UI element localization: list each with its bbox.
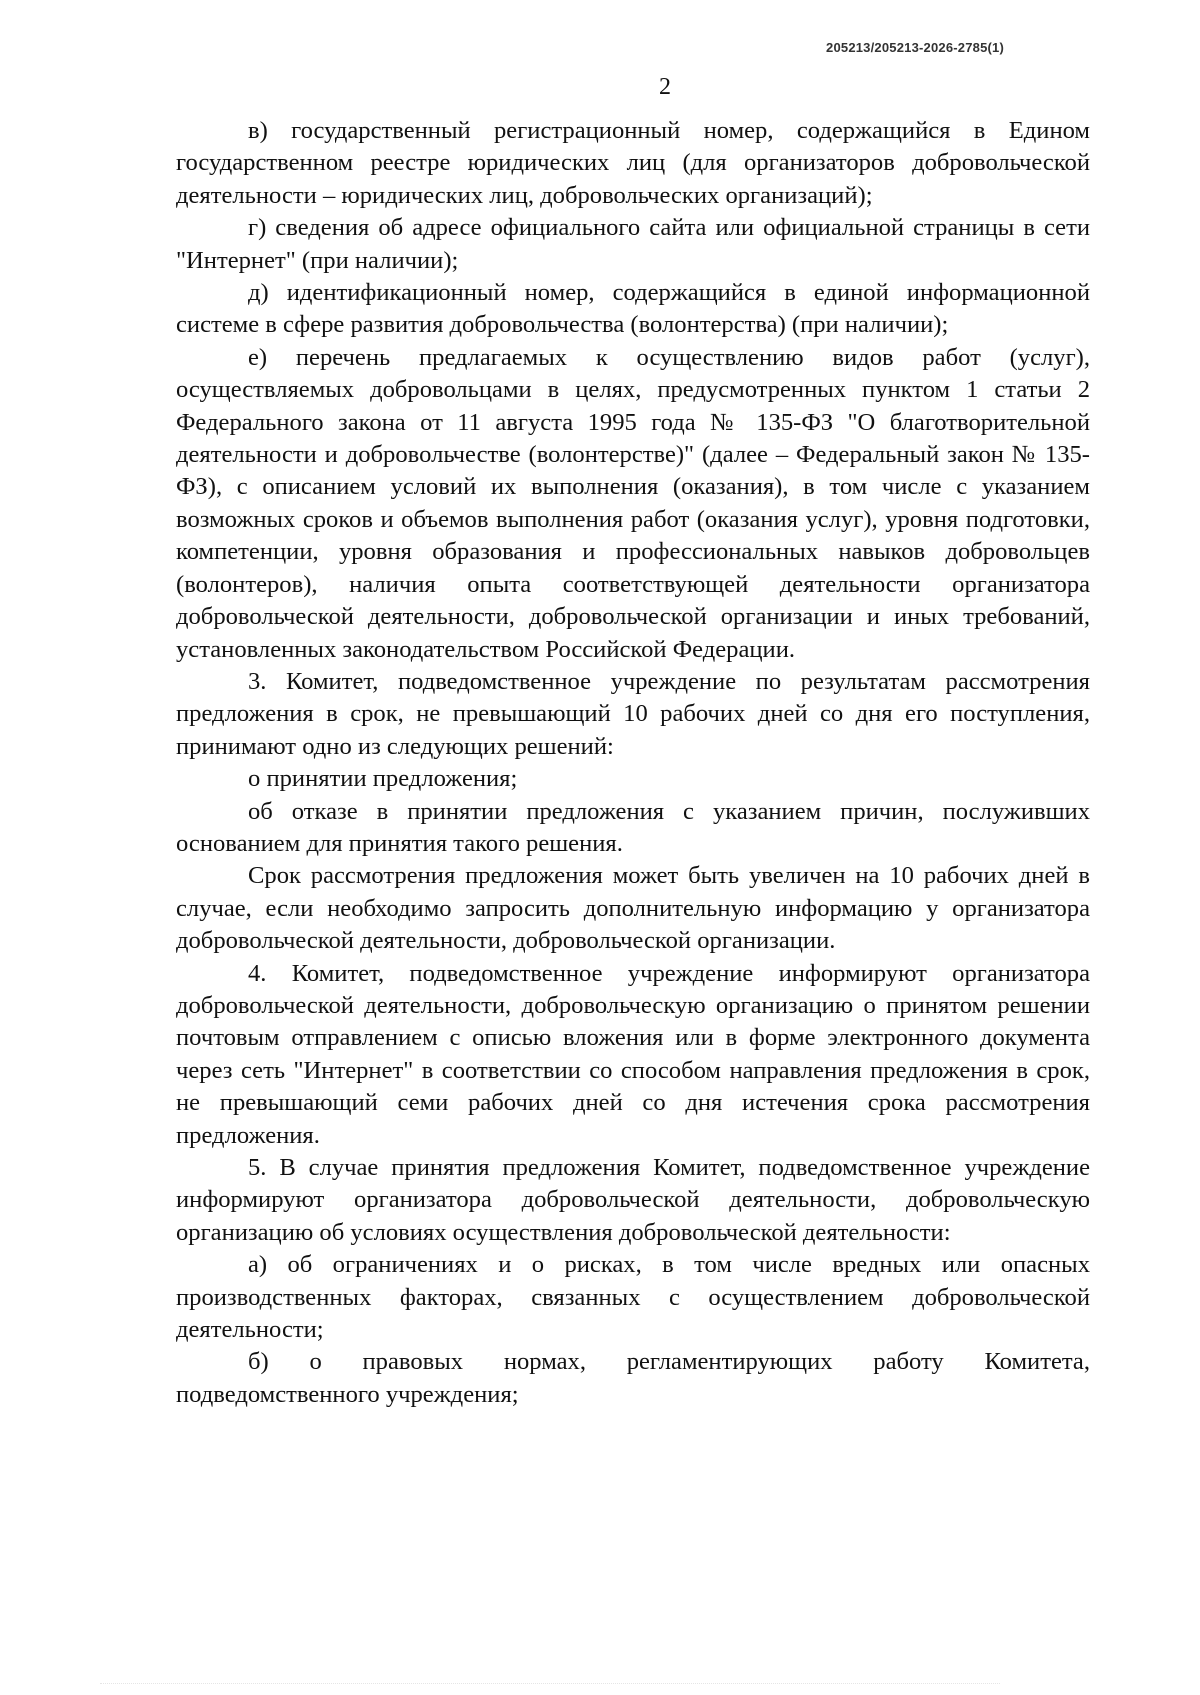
document-registration-code: 205213/205213-2026-2785(1) <box>826 40 1004 55</box>
paragraph-e-works-list: е) перечень предлагаемых к осуществлению видов работ (услуг), осуществляемых добровольцами в целях, предусмотренных пунктом 1 статьи 2 Федерального закона от 11 августа 1995 года № 135-ФЗ "О благотворительной деятельности и добровольчестве (волонтерстве)" (далее – Федеральный закон № 135-ФЗ), с описанием условий их выполнения (оказания), в том числе с указанием возможных сроков и объемов выполнения работ (оказания услуг), уровня подготовки, компетенции, уровня образования и профессиональных навыков добровольцев (волонтеров), наличия опыта соответствующей деятельности организатора добровольческой деятельности, добровольческой организации и иных требований, установленных законодательством Российской Федерации. <box>176 343 1090 663</box>
paragraph-5-conditions: 5. В случае принятия предложения Комитет, подведомственное учреждение информируют организатора добровольческой деятельности, добровольческую организацию об условиях осуществления добровольческой деятельности: <box>176 1154 1090 1246</box>
paragraph-a-restrictions-risks: а) об ограничениях и о рисках, в том числе вредных или опасных производственных факторах, связанных с осуществлением добровольческой деятельности; <box>176 1251 1090 1344</box>
scan-artifact-divider <box>100 1683 1000 1687</box>
paragraph-decision-accept: о принятии предложения; <box>248 765 518 793</box>
paragraph-3-decision-terms: 3. Комитет, подведомственное учреждение по результатам рассмотрения предложения в срок, не превышающий 10 рабочих дней со дня его поступления, принимают одно из следующих решений: <box>176 667 1090 760</box>
paragraph-g-website-info: г) сведения об адресе официального сайта или официальной страницы в сети "Интернет" (при наличии); <box>176 214 1090 274</box>
page-number: 2 <box>659 74 671 100</box>
paragraph-d-identification-number: д) идентификационный номер, содержащийся в единой информационной системе в сфере развития добровольчества (волонтерства) (при наличии); <box>176 279 1090 339</box>
paragraph-b-legal-norms: б) о правовых нормах, регламентирующих работу Комитета, подведомственного учреждения; <box>176 1348 1090 1408</box>
paragraph-decision-reject: об отказе в принятии предложения с указанием причин, послуживших основанием для принятия такого решения. <box>176 797 1090 857</box>
document-body <box>176 115 1090 1411</box>
paragraph-v-registration-number: в) государственный регистрационный номер, содержащийся в Едином государственном реестре юридических лиц (для организаторов добровольческой деятельности – юридических лиц, добровольческих организаций); <box>176 117 1090 209</box>
paragraph-review-extension: Срок рассмотрения предложения может быть увеличен на 10 рабочих дней в случае, если необходимо запросить дополнительную информацию у организатора добровольческой деятельности, добровольческой организации. <box>176 862 1090 955</box>
paragraph-4-notification: 4. Комитет, подведомственное учреждение информируют организатора добровольческой деятельности, добровольческую организацию о принятом решении почтовым отправлением с описью вложения или в форме электронного документа через сеть "Интернет" в соответствии со способом направления предложения в срок, не превышающий семи рабочих дней со дня истечения срока рассмотрения предложения. <box>176 959 1090 1149</box>
